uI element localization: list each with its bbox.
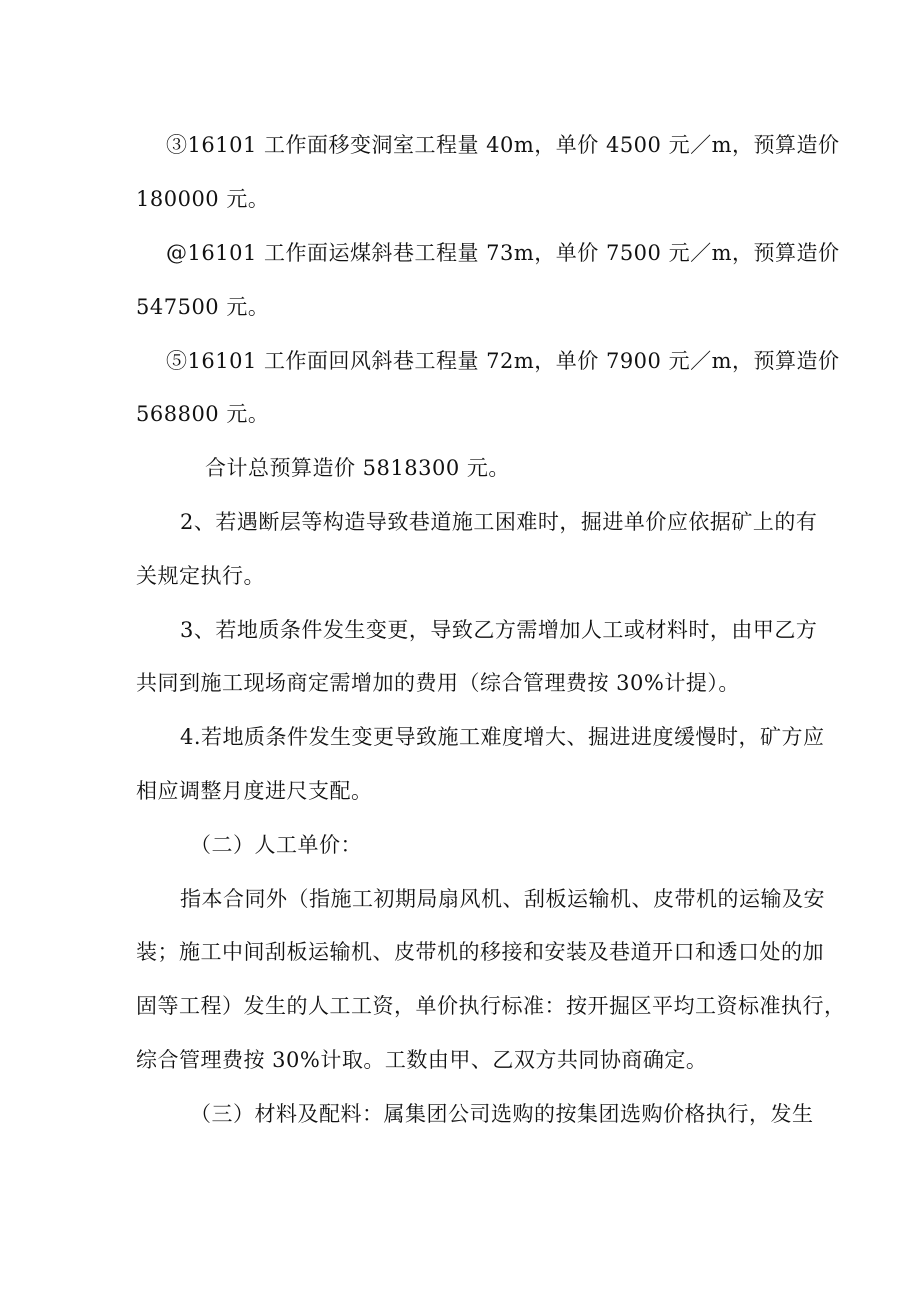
text-line: 568800 元。 xyxy=(136,402,270,426)
text-line: 综合管理费按 30%计取。工数由甲、乙双方共同协商确定。 xyxy=(136,1048,708,1072)
text-line: 547500 元。 xyxy=(136,295,270,319)
text-line: 180000 元。 xyxy=(136,187,270,211)
text-line: 共同到施工现场商定需增加的费用（综合管理费按 30%计提）。 xyxy=(136,671,740,695)
text-line: 指本合同外（指施工初期局扇风机、刮板运输机、皮带机的运输及安 xyxy=(180,887,825,911)
text-line: 3、若地质条件发生变更，导致乙方需增加人工或材料时，由甲乙方 xyxy=(180,618,818,642)
text-line: 4.若地质条件发生变更导致施工难度增大、掘进进度缓慢时，矿方应 xyxy=(180,725,825,749)
text-line: 相应调整月度进尺支配。 xyxy=(136,779,373,803)
text-line: 2、若遇断层等构造导致巷道施工困难时，掘进单价应依据矿上的有 xyxy=(180,510,818,534)
text-line: ⑤16101 工作面回风斜巷工程量 72m，单价 7900 元／m，预算造价 xyxy=(166,349,840,373)
text-line: 固等工程）发生的人工工资，单价执行标准：按开掘区平均工资标准执行， xyxy=(136,994,846,1018)
section-heading: （二）人工单价： xyxy=(190,833,362,857)
total-line: 合计总预算造价 5818300 元。 xyxy=(205,456,510,480)
section-heading: （三）材料及配料：属集团公司选购的按集团选购价格执行，发生 xyxy=(190,1102,814,1126)
text-line: ③16101 工作面移变洞室工程量 40m，单价 4500 元／m，预算造价 xyxy=(166,133,840,157)
text-line: @16101 工作面运煤斜巷工程量 73m，单价 7500 元／m，预算造价 xyxy=(166,241,840,265)
text-line: 关规定执行。 xyxy=(136,564,265,588)
text-line: 装；施工中间刮板运输机、皮带机的移接和安装及巷道开口和透口处的加 xyxy=(136,940,824,964)
